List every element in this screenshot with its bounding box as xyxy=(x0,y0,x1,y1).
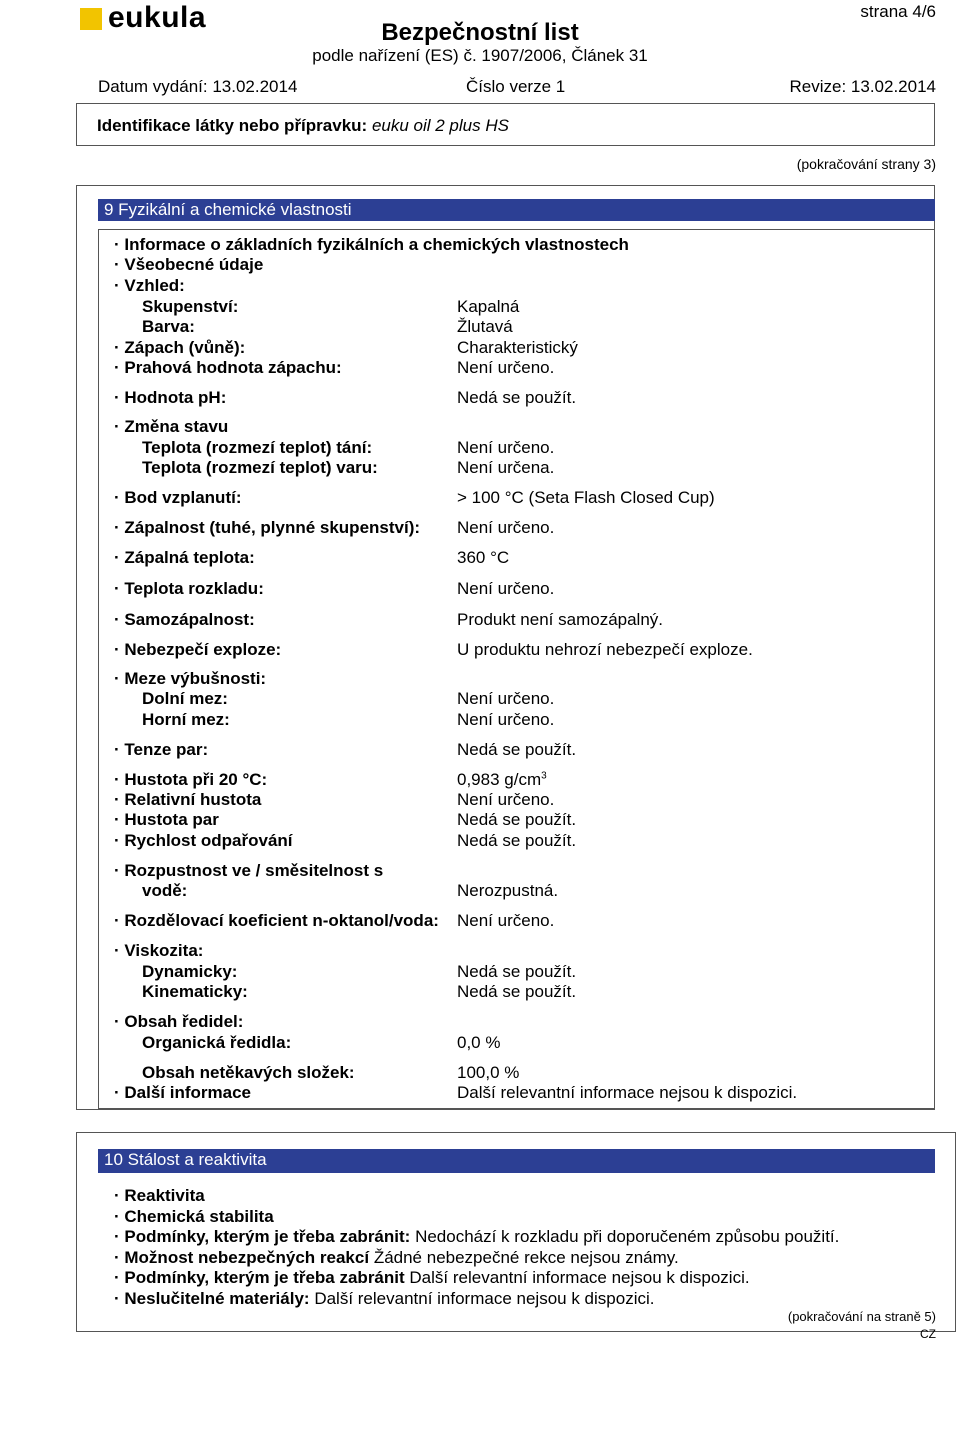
property-label: Barva: xyxy=(142,317,195,336)
property-value-text: Kapalná xyxy=(457,297,520,316)
property-label: · Bod vzplanutí: xyxy=(114,488,242,507)
stability-value: Žádné nebezpečné rekce nejsou známy. xyxy=(373,1248,679,1267)
property-value xyxy=(457,810,576,830)
continued-from-note: (pokračování strany 3) xyxy=(796,156,936,172)
property-label: · Meze výbušnosti: xyxy=(114,669,267,688)
property-value-text: Nerozpustná. xyxy=(457,881,559,900)
property-label: Teplota (rozmezí teplot) varu: xyxy=(142,458,378,477)
property-value xyxy=(457,488,715,508)
section-10-heading: 10 Stálost a reaktivita xyxy=(98,1149,935,1173)
stability-row xyxy=(114,1268,750,1288)
property-label: · Zápalnost (tuhé, plynné skupenství): xyxy=(114,518,421,537)
property-value xyxy=(457,388,576,408)
property-value xyxy=(457,579,554,599)
property-value-text: Není určeno. xyxy=(457,710,555,729)
property-label: · Relativní hustota xyxy=(114,790,262,809)
property-value-text: Není určeno. xyxy=(457,518,555,537)
property-label: Skupenství: xyxy=(142,297,239,316)
property-value-text: Nedá se použít. xyxy=(457,982,577,1001)
stability-value: Další relevantní informace nejsou k dispozici. xyxy=(314,1289,655,1308)
stability-label: · Chemická stabilita xyxy=(114,1207,274,1226)
identification-box xyxy=(76,103,935,146)
property-label: · Hustota při 20 °C: xyxy=(114,770,268,789)
property-value xyxy=(457,881,558,901)
property-label: · Nebezpečí exploze: xyxy=(114,640,282,659)
property-label: Kinematicky: xyxy=(142,982,248,1001)
property-label: · Rozdělovací koeficient n-oktanol/voda: xyxy=(114,911,439,930)
property-label: · Tenze par: xyxy=(114,740,209,759)
stability-value: Další relevantní informace nejsou k dispozici. xyxy=(409,1268,750,1287)
property-label: · Hustota par xyxy=(114,810,219,829)
property-label: · Rychlost odpařování xyxy=(114,831,293,850)
property-value-text: Není určeno. xyxy=(457,911,555,930)
property-label: · Informace o základních fyzikálních a chemických vlastnostech xyxy=(114,235,629,254)
property-value-text: Produkt není samozápalný. xyxy=(457,610,664,629)
page-number: strana 4/6 xyxy=(860,2,936,21)
property-value-text: Další relevantní informace nejsou k dispozici. xyxy=(457,1083,798,1102)
property-label: · Změna stavu xyxy=(114,417,229,436)
identification-line xyxy=(97,116,509,136)
property-value xyxy=(457,610,663,630)
continued-to-note: (pokračování na straně 5) xyxy=(787,1309,936,1324)
property-label: · Hodnota pH: xyxy=(114,388,227,407)
property-value xyxy=(457,297,519,317)
property-label: vodě: xyxy=(142,881,188,900)
property-value-text: Nedá se použít. xyxy=(457,740,577,759)
property-value xyxy=(457,1083,797,1103)
property-value xyxy=(457,710,554,730)
property-value-text: Není určeno. xyxy=(457,790,555,809)
stability-label: · Podmínky, kterým je třeba zabránit xyxy=(114,1268,405,1287)
property-value xyxy=(457,790,554,810)
property-value-text: Není určena. xyxy=(457,458,555,477)
property-value-text: Není určeno. xyxy=(457,358,555,377)
issue-date: Datum vydání: 13.02.2014 xyxy=(98,77,298,96)
property-label: Obsah netěkavých složek: xyxy=(142,1063,355,1082)
property-value-text: Nedá se použít. xyxy=(457,388,577,407)
stability-label: · Neslučitelné materiály: xyxy=(114,1289,310,1308)
property-label: · Prahová hodnota zápachu: xyxy=(114,358,342,377)
property-value xyxy=(457,438,554,458)
company-logo: eukula xyxy=(108,1,207,34)
property-value xyxy=(457,548,509,568)
property-label: · Zápalná teplota: xyxy=(114,548,255,567)
property-label: · Samozápalnost: xyxy=(114,610,255,629)
property-value xyxy=(457,458,554,478)
property-label: Dynamicky: xyxy=(142,962,238,981)
property-value xyxy=(457,317,513,337)
stability-row xyxy=(114,1207,274,1227)
property-label: Horní mez: xyxy=(142,710,230,729)
property-value-text: Není určeno. xyxy=(457,579,555,598)
stability-row xyxy=(114,1186,205,1206)
property-value xyxy=(457,962,576,982)
property-value xyxy=(457,911,554,931)
stability-row xyxy=(114,1227,839,1247)
property-label: Teplota (rozmezí teplot) tání: xyxy=(142,438,373,457)
stability-label: · Možnost nebezpečných reakcí xyxy=(114,1248,370,1267)
property-value-text: Nedá se použít. xyxy=(457,810,577,829)
property-label: · Obsah ředidel: xyxy=(114,1012,244,1031)
property-value-text: Nedá se použít. xyxy=(457,831,577,850)
section-9-heading: 9 Fyzikální a chemické vlastnosti xyxy=(98,199,935,221)
property-value xyxy=(457,740,576,760)
property-value xyxy=(457,982,576,1002)
property-label: · Vzhled: xyxy=(114,276,185,295)
property-value-text: U produktu nehrozí nebezpečí exploze. xyxy=(457,640,753,659)
unit-superscript: 3 xyxy=(541,770,547,782)
property-label: · Zápach (vůně): xyxy=(114,338,246,357)
property-label: · Všeobecné údaje xyxy=(114,255,264,274)
identification-label: Identifikace látky nebo přípravku: xyxy=(97,116,368,135)
document-title: Bezpečnostní list xyxy=(381,19,579,46)
property-value xyxy=(457,831,576,851)
identification-value: euku oil 2 plus HS xyxy=(371,116,509,135)
property-value xyxy=(457,358,554,378)
language-code: CZ xyxy=(920,1327,936,1341)
property-value xyxy=(457,1063,519,1083)
property-value-text: Není určeno. xyxy=(457,689,555,708)
property-value xyxy=(457,518,554,538)
version-number: Číslo verze 1 xyxy=(466,77,566,96)
stability-row xyxy=(114,1289,654,1309)
property-value-text: > 100 °C (Seta Flash Closed Cup) xyxy=(457,488,715,507)
property-value-text: Žlutavá xyxy=(457,317,513,336)
stability-label: · Reaktivita xyxy=(114,1186,205,1205)
document-subtitle: podle nařízení (ES) č. 1907/2006, Článek 31 xyxy=(312,46,648,65)
property-value-text: Není určeno. xyxy=(457,438,555,457)
property-value-text: 360 °C xyxy=(457,548,510,567)
property-label: · Další informace xyxy=(114,1083,251,1102)
property-label: · Viskozita: xyxy=(114,941,204,960)
property-value xyxy=(457,1033,500,1053)
stability-label: · Podmínky, kterým je třeba zabránit: xyxy=(114,1227,411,1246)
stability-row xyxy=(114,1248,679,1268)
property-value-text: 0,0 % xyxy=(457,1033,501,1052)
property-value-text: Nedá se použít. xyxy=(457,962,577,981)
property-value xyxy=(457,689,554,709)
stability-value: Nedochází k rozkladu při doporučeném způsobu použití. xyxy=(415,1227,840,1246)
property-label: Dolní mez: xyxy=(142,689,228,708)
property-value xyxy=(457,770,547,790)
property-label: Organická ředidla: xyxy=(142,1033,292,1052)
property-value-text: 100,0 % xyxy=(457,1063,520,1082)
revision-date: Revize: 13.02.2014 xyxy=(789,77,936,96)
property-value-text: Charakteristický xyxy=(457,338,578,357)
property-label: · Rozpustnost ve / směsitelnost s xyxy=(114,861,384,880)
property-label: · Teplota rozkladu: xyxy=(114,579,264,598)
property-value xyxy=(457,640,753,660)
property-value xyxy=(457,338,578,358)
property-value-text: 0,983 g/cm xyxy=(457,770,542,789)
